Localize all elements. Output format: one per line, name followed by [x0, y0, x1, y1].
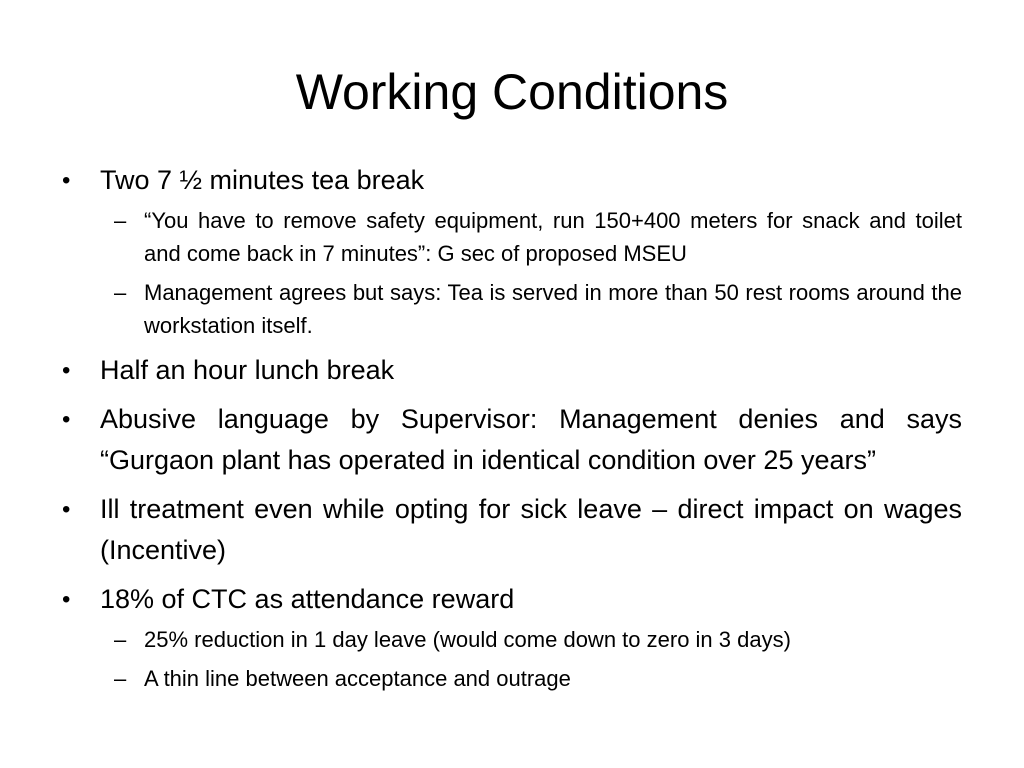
- bullet-item-abusive-language: [62, 399, 962, 481]
- bullet-item-attendance-reward: [62, 579, 962, 695]
- bullet-icon: •: [62, 357, 71, 384]
- sub-bullet-item: [100, 276, 962, 342]
- bullet-text: 18% of CTC as attendance reward: [100, 584, 515, 614]
- dash-icon: –: [114, 666, 127, 691]
- sub-bullet-item: [100, 662, 962, 695]
- dash-icon: –: [114, 627, 127, 652]
- bullet-item-tea-break: [62, 160, 962, 342]
- slide-title: Working Conditions: [295, 64, 729, 120]
- sub-bullet-text: 25% reduction in 1 day leave (would come down to zero in 3 days): [144, 627, 791, 652]
- bullet-text: Ill treatment even while opting for sick leave – direct impact on wages (Incentive): [100, 494, 962, 565]
- bullet-list: [62, 160, 962, 703]
- sub-bullet-text: A thin line between acceptance and outrage: [144, 666, 571, 691]
- dash-icon: –: [114, 208, 127, 233]
- sub-bullet-list: [100, 204, 962, 342]
- dash-icon: –: [114, 280, 127, 305]
- bullet-text: Two 7 ½ minutes tea break: [100, 165, 425, 195]
- sub-bullet-item: [100, 623, 962, 656]
- bullet-text: Abusive language by Supervisor: Management denies and says “Gurgaon plant has operated in identical condition over 25 years”: [100, 404, 962, 475]
- bullet-icon: •: [62, 406, 71, 433]
- sub-bullet-list: [100, 623, 962, 695]
- bullet-icon: •: [62, 167, 71, 194]
- bullet-icon: •: [62, 496, 71, 523]
- bullet-text: Half an hour lunch break: [100, 355, 395, 385]
- sub-bullet-text: Management agrees but says: Tea is served in more than 50 rest rooms around the workstation itself.: [144, 280, 962, 338]
- sub-bullet-text: “You have to remove safety equipment, run 150+400 meters for snack and toilet and come back in 7 minutes”: G sec of proposed MSEU: [144, 208, 962, 266]
- bullet-item-ill-treatment: [62, 489, 962, 571]
- bullet-icon: •: [62, 586, 71, 613]
- bullet-item-lunch-break: [62, 350, 962, 391]
- sub-bullet-item: [100, 204, 962, 270]
